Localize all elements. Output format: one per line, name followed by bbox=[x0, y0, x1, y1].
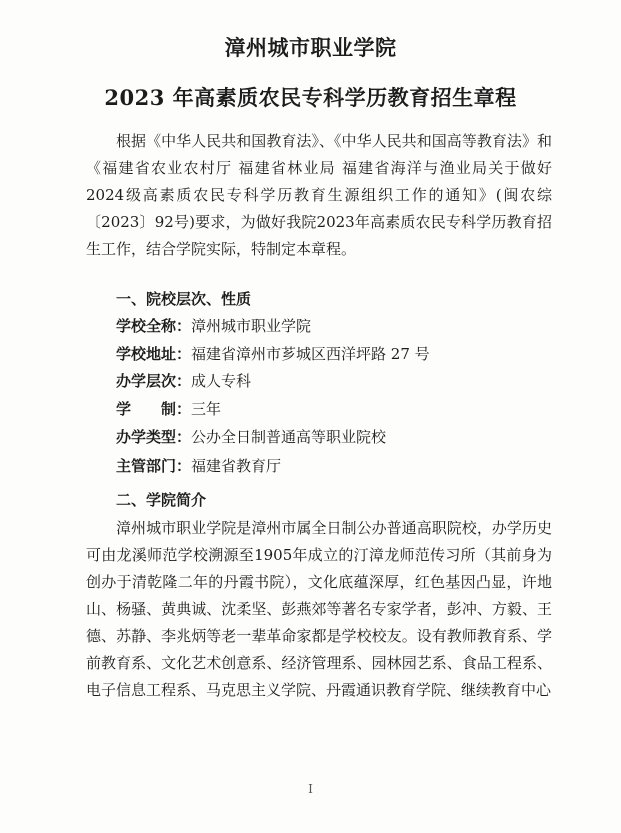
info-row-full-name bbox=[116, 315, 311, 336]
info-label: 学校全称： bbox=[116, 317, 192, 335]
document-title-main: 2023 年高素质农民专科学历教育招生章程 bbox=[104, 85, 517, 110]
info-row-authority bbox=[116, 455, 281, 476]
section-heading-college-intro: 二、学院简介 bbox=[116, 491, 207, 509]
intro-paragraph: 根据《中华人民共和国教育法》、《中华人民共和国高等教育法》和《福建省农业农村厅 福建省林业局 福建省海洋与渔业局关于做好2024级高素质农民专科学历教育生源组织工作的通知》(闽农综〔2023〕92号)要求，为做好我院2023年高素质农民专科学历教育招生工作，结合学院实际，特制定本章程。 bbox=[86, 132, 552, 258]
college-intro-paragraph: 漳州城市职业学院是漳州市属全日制公办普通高职院校，办学历史可由龙溪师范学校溯源至1905年成立的汀漳龙师范传习所（其前身为创办于清乾隆二年的丹霞书院），文化底蕴深厚，红色基因凸显，许地山、杨骚、黄典诚、沈柔坚、彭燕郊等著名专家学者，彭冲、方毅、王德、苏静、李兆炳等老一辈革命家都是学校校友。设有教师教育系、学前教育系、文化艺术创意系、经济管理系、园林园艺系、食品工程系、电子信息工程系、马克思主义学院、丹霞通识教育学院、继续教育中心 bbox=[86, 519, 552, 699]
info-label: 学 制： bbox=[116, 400, 192, 418]
info-label: 主管部门： bbox=[116, 457, 192, 475]
info-label: 办学层次： bbox=[116, 372, 192, 390]
document-title-school: 漳州城市职业学院 bbox=[224, 35, 397, 60]
info-value: 公办全日制普通高等职业院校 bbox=[191, 428, 387, 446]
info-row-address bbox=[116, 343, 430, 364]
section-heading-level-nature: 一、院校层次、性质 bbox=[116, 290, 252, 308]
info-value: 漳州城市职业学院 bbox=[191, 317, 312, 335]
info-value: 福建省漳州市芗城区西洋坪路 27 号 bbox=[191, 345, 430, 363]
info-value: 成人专科 bbox=[191, 372, 252, 390]
info-label: 办学类型： bbox=[116, 428, 192, 446]
info-label: 学校地址： bbox=[116, 345, 192, 363]
info-value: 三年 bbox=[191, 400, 222, 418]
page-number: I bbox=[308, 782, 313, 796]
info-row-duration bbox=[116, 398, 221, 419]
info-row-type bbox=[116, 426, 386, 447]
info-row-level bbox=[116, 370, 251, 391]
info-value: 福建省教育厅 bbox=[191, 457, 282, 475]
